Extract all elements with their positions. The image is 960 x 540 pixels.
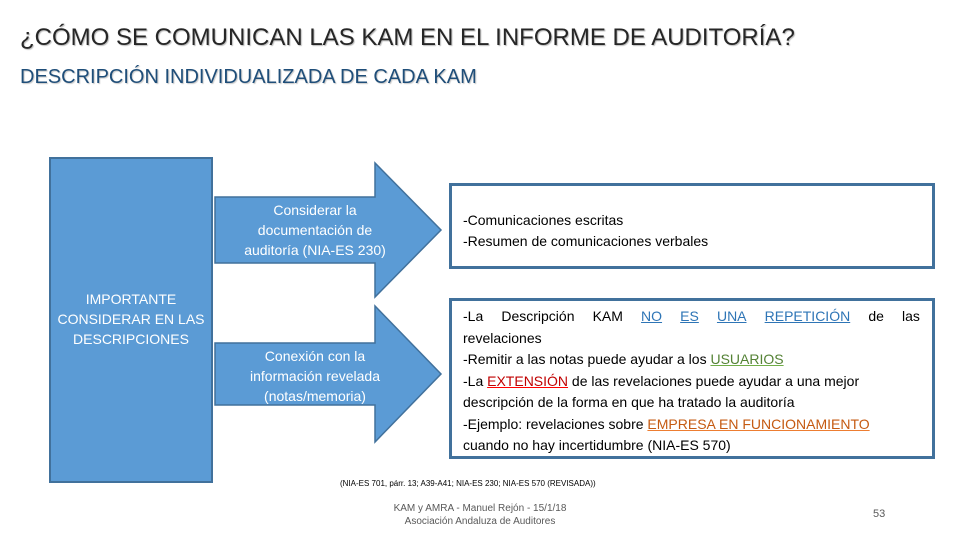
page-number: 53 [873, 508, 886, 520]
highlight-extension: EXTENSIÓN [487, 372, 569, 389]
arrow-top-text: Considerar la documentación de auditoría (NIA-ES 230) [244, 202, 386, 258]
description-line-5: descripción de la forma en que ha tratado la auditoría [463, 394, 795, 410]
description-line-3: -Remitir a las notas puede ayudar a los USUARIOS [463, 351, 784, 367]
highlight-repeticion: REPETICIÓN [764, 308, 851, 324]
footer [372, 502, 588, 528]
box-top-line: -Resumen de comunicaciones verbales [463, 233, 709, 249]
description-line-4: -La EXTENSIÓN de las revelaciones puede ayudar a una mejor [463, 372, 860, 389]
communications-box [449, 183, 935, 269]
reference-note: (NIA-ES 701, párr. 13; A39-A41; NIA-ES 230; NIA-ES 570 (REVISADA)) [340, 479, 596, 488]
slide-subtitle: DESCRIPCIÓN INDIVIDUALIZADA DE CADA KAM [20, 66, 477, 88]
important-box-text: IMPORTANTE CONSIDERAR EN LAS DESCRIPCIONES [57, 291, 205, 347]
highlight-usuarios: USUARIOS [710, 351, 784, 367]
description-line-1: -La Descripción KAM NO ES UNA REPETICIÓN de las [463, 306, 920, 328]
box-top-line: -Comunicaciones escritas [463, 212, 624, 228]
description-box [449, 298, 935, 459]
description-line-6: -Ejemplo: revelaciones sobre EMPRESA EN FUNCIONAMIENTO [463, 415, 870, 432]
highlight-no: NO [641, 308, 663, 324]
arrow-bottom-text: Conexión con la información revelada (notas/memoria) [250, 348, 380, 404]
footer-author: KAM y AMRA - Manuel Rejón - 15/1/18 [393, 503, 567, 514]
slide-title: ¿CÓMO SE COMUNICAN LAS KAM EN EL INFORME DE AUDITORÍA? [20, 24, 795, 51]
footer-organization: Asociación Andaluza de Auditores [404, 516, 556, 527]
highlight-empresa: EMPRESA EN FUNCIONAMIENTO [647, 415, 870, 432]
highlight-es: ES [680, 308, 699, 324]
description-line-7: cuando no hay incertidumbre (NIA-ES 570) [463, 437, 731, 453]
highlight-una: UNA [716, 308, 747, 324]
description-line-2: revelaciones [463, 329, 542, 346]
